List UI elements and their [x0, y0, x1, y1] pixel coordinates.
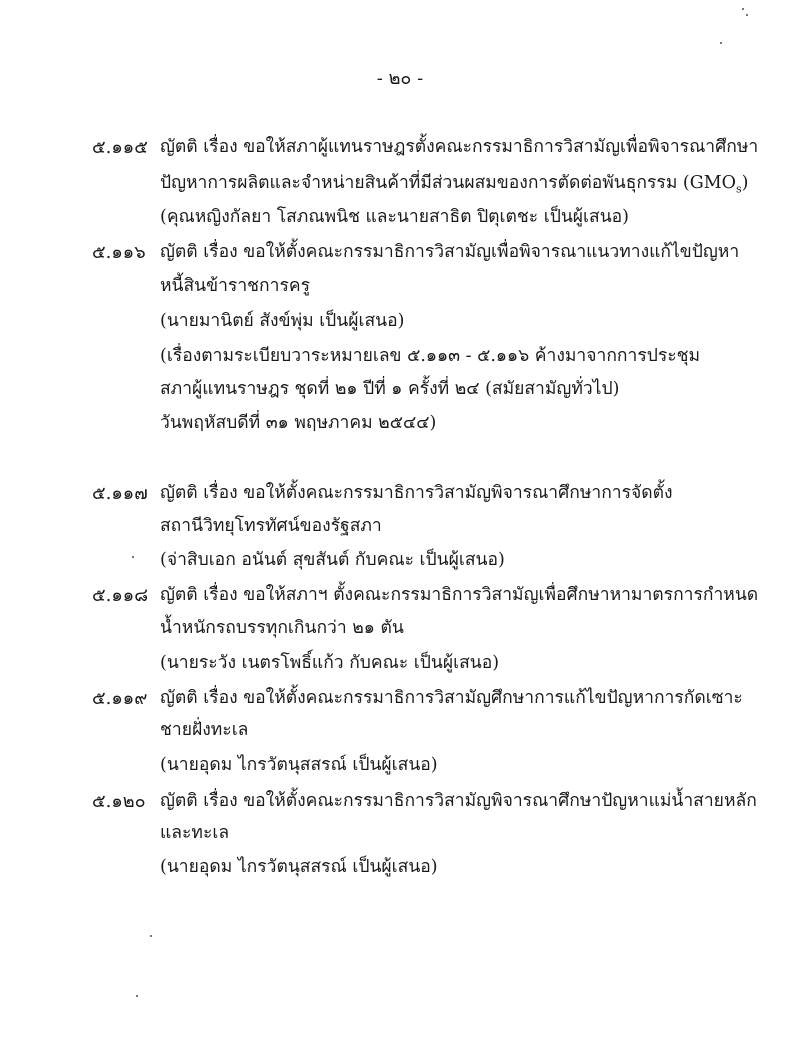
- item-number: ๕.๑๑๗: [92, 483, 148, 504]
- item-title-line: หนี้สินข้าราชการครู: [160, 276, 310, 296]
- item-title-line: ญัตติ เรื่อง ขอให้ตั้งคณะกรรมาธิการวิสามัญพิจารณาศึกษาปัญหาแม่น้ำสายหลัก: [160, 791, 757, 811]
- item-title-line: ญัตติ เรื่อง ขอให้ตั้งคณะกรรมาธิการวิสามัญศึกษาการแก้ไขปัญหาการกัดเซาะ: [160, 688, 743, 708]
- item-number: ๕.๑๑๕: [92, 137, 148, 158]
- item-proposer: (นายอุดม ไกรวัตนุสสรณ์ เป็นผู้เสนอ): [160, 857, 438, 877]
- scan-speck: [742, 8, 744, 10]
- item-proposer: (คุณหญิงกัลยา โสภณพนิช และนายสาธิต ปิตุเตชะ เป็นผู้เสนอ): [160, 207, 630, 227]
- scan-speck: [720, 42, 722, 44]
- item-title-line: น้ำหนักรถบรรทุกเกินกว่า ๒๑ ตัน: [160, 618, 404, 638]
- item-proposer: (นายอุดม ไกรวัตนุสสรณ์ เป็นผู้เสนอ): [160, 755, 438, 775]
- note-line: (เรื่องตามระเบียบวาระหมายเลข ๕.๑๑๓ - ๕.๑๑๖ ค้างมาจากการประชุม: [160, 346, 701, 366]
- gmo-close: ): [741, 173, 749, 193]
- item-title-line: [160, 168, 748, 196]
- scan-speck: [150, 935, 152, 937]
- item-title-line: สถานีวิทยุโทรทัศน์ของรัฐสภา: [160, 516, 382, 536]
- item-proposer: (จ่าสิบเอก อนันต์ สุขสันต์ กับคณะ เป็นผู้เสนอ): [160, 550, 505, 570]
- item-number: ๕.๑๑๖: [92, 242, 146, 263]
- item-proposer: (นายระวัง เนตรโพธิ์แก้ว กับคณะ เป็นผู้เสนอ): [160, 653, 500, 673]
- item-number: ๕.๑๑๙: [92, 688, 148, 709]
- item-title-text: ปัญหาการผลิตและจำหน่ายสินค้าที่มีส่วนผสมของการตัดต่อพันธุกรรม (GMO: [160, 173, 736, 193]
- item-title-line: ญัตติ เรื่อง ขอให้ตั้งคณะกรรมาธิการวิสามัญเพื่อพิจารณาแนวทางแก้ไขปัญหา: [160, 242, 740, 262]
- item-title-line: และทะเล: [160, 823, 230, 843]
- item-number: ๕.๑๑๘: [92, 585, 149, 606]
- note-line: สภาผู้แทนราษฎร ชุดที่ ๒๑ ปีที่ ๑ ครั้งที่ ๒๔ (สมัยสามัญทั่วไป): [160, 379, 620, 399]
- item-title-line: ญัตติ เรื่อง ขอให้สภาผู้แทนราษฎรตั้งคณะกรรมาธิการวิสามัญเพื่อพิจารณาศึกษา: [160, 137, 759, 157]
- item-number: ๕.๑๒๐: [92, 791, 146, 812]
- item-title-line: ชายฝั่งทะเล: [160, 720, 249, 740]
- scan-speck: [136, 995, 138, 997]
- scan-speck: [132, 556, 134, 558]
- page-number: - ๒๐ -: [376, 68, 424, 89]
- gmo-subscript: s: [736, 182, 742, 196]
- item-title-line: ญัตติ เรื่อง ขอให้สภาฯ ตั้งคณะกรรมาธิการวิสามัญเพื่อศึกษาหามาตรการกำหนด: [160, 585, 759, 605]
- scan-speck: [746, 14, 748, 16]
- item-title-line: ญัตติ เรื่อง ขอให้ตั้งคณะกรรมาธิการวิสามัญพิจารณาศึกษาการจัดตั้ง: [160, 483, 673, 503]
- item-proposer: (นายมานิตย์ สังข์พุ่ม เป็นผู้เสนอ): [160, 311, 405, 331]
- note-line: วันพฤหัสบดีที่ ๓๑ พฤษภาคม ๒๕๔๔): [160, 413, 437, 433]
